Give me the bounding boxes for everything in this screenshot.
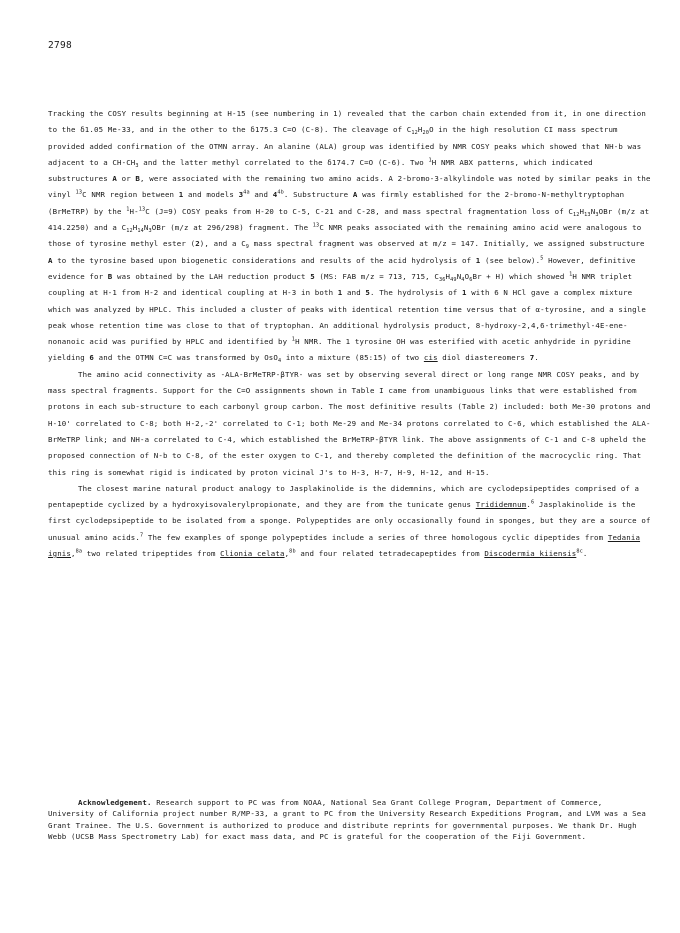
- bold-text: 1: [178, 190, 184, 200]
- superscript: 8b: [289, 548, 296, 555]
- text-run: O in the high resolution CI mass spectrum provided added confirmation of the OTMN array. An alanine (ALA) group was identified by NMR COSY peaks which showed that NH-b was adjacent to a CH-CH: [48, 125, 642, 167]
- superscript: 1: [291, 336, 296, 343]
- subscript: 13: [584, 211, 591, 218]
- bold-text: 3: [238, 190, 244, 200]
- superscript: 13: [312, 222, 320, 229]
- text-run: The few examples of sponge polypeptides include a series of three homologous cyclic dipeptides from: [143, 532, 608, 542]
- text-run: Research support to PC was from NOAA, National Sea Grant College Program, Department of Commerce, University of California project number R/MP-33, a grant to PC from the University Research Expeditions Program, and LVM was a Sea Grant Trainee. The U.S. Government is authorized to produce and distribute reprints for governmental purposes. We thank Dr. Hugh Webb (UCSB Mass Spectrometry Lab) for exact mass data, and PC is grateful for the cooperation of the Fiji Government.: [48, 798, 646, 841]
- text-run: C NMR peaks associated with the remaining amino acid were analogous to those of tyrosine methyl ester (: [48, 223, 642, 249]
- subscript: 12: [573, 211, 580, 218]
- underlined-text: Clionia celata: [220, 549, 285, 559]
- bold-text: 2: [195, 239, 200, 249]
- subscript: 4: [461, 276, 465, 283]
- text-run: .: [526, 500, 531, 510]
- text-run: H NMR triplet coupling at H-1 from H-2 and identical coupling at H-3 in both: [48, 271, 633, 298]
- subscript: 4: [278, 358, 282, 365]
- text-run: ,: [284, 549, 290, 559]
- text-run: and four related tetradecapeptides from: [295, 549, 485, 559]
- article-body: [48, 106, 652, 562]
- superscript: 6: [530, 499, 535, 506]
- superscript: 8a: [75, 548, 83, 555]
- text-run: to the tyrosine based upon biogenetic considerations and results of the acid hydrolysis of: [52, 255, 476, 265]
- text-run: The closest marine natural product analogy to Jasplakinolide is the didemnins, which are cyclodepsipeptides comprised of a pentapeptide cyclized by a hydroxyisovalerylpropionate, and they are from the tunicate genus: [48, 483, 640, 510]
- bold-text: 5: [365, 288, 370, 298]
- bold-text: 5: [310, 271, 315, 281]
- text-run: was obtained by the LAH reduction product: [112, 271, 311, 281]
- subscript: 36: [438, 276, 446, 283]
- text-run: or: [117, 174, 136, 184]
- bold-text: A: [48, 255, 53, 265]
- text-run: .: [534, 353, 539, 363]
- text-run: , were associated with the remaining two amino acids. A 2-bromo-3-alkylindole was noted by similar peaks in the vinyl: [48, 174, 651, 200]
- paragraph-amino-acid-connectivity: [48, 367, 652, 481]
- superscript: 8c: [576, 548, 583, 555]
- text-run: Tracking the COSY results beginning at H-15 (see numbering in 1) revealed that the carbon chain extended from it, in one direction to the δ1.05 Me-33, and in the other to the δ175.3 C=O (C-8). The cleavage of C: [48, 109, 646, 135]
- superscript: 13: [138, 206, 146, 213]
- subscript: 3: [148, 228, 152, 235]
- text-run: (MS: FAB m/z = 713, 715, C: [314, 271, 439, 281]
- subscript: 49: [450, 276, 457, 283]
- text-run: was firmly established for the 2-bromo-N-methyltryptophan (BrMeTRP) by the: [48, 190, 625, 216]
- text-run: two related tripeptides from: [82, 549, 221, 559]
- superscript: 4b: [277, 189, 284, 196]
- text-run: ), and a C: [199, 239, 246, 249]
- bold-text: Acknowledgement.: [78, 798, 152, 807]
- text-run: H: [417, 125, 423, 135]
- text-run: The amino acid connectivity as -ALA-BrMeTRP-βTYR- was set by observing several direct or long range NMR COSY peaks, and by mass spectral fragments. Support for the C=O assignments shown in Table I came from unambiguous links that were established from protons in each sub-structure to each carbonyl group carbon. The most definitive results (Table 2) included: both Me-30 protons and H-10' correlated to C-8; both H-2,-2' correlated to C-1; both Me-29 and Me-34 protons correlated to C-6, which established the ALA-BrMeTRP link; and NH-a correlated to C-4, which established the BrMeTRP-βTYR link. The above assignments of C-1 and C-8 upheld the proposed connection of N-b to C-8, of the ester oxygen to C-1, and thereby completed the definition of the macrocyclic ring. That this ring is somewhat rigid is indicated by proton vicinal J's to H-3, H-7, H-9, H-12, and H-15.: [48, 369, 651, 477]
- superscript: 13: [75, 189, 83, 196]
- text-run: and models: [183, 190, 239, 200]
- superscript: 1: [428, 157, 432, 164]
- text-run: H NMR. The 1 tyrosine OH was esterified with acetic anhydride in pyridine yielding: [48, 337, 631, 363]
- text-run: C NMR region between: [82, 190, 179, 200]
- text-run: N: [143, 223, 149, 233]
- subscript: 12: [126, 228, 133, 235]
- text-run: However, definitive evidence for: [48, 255, 636, 281]
- superscript: 5: [540, 255, 544, 262]
- bold-text: 1: [475, 255, 481, 265]
- subscript: 9: [245, 244, 250, 251]
- text-run: and the OTMN C=C was transformed by OsO: [94, 353, 278, 363]
- bold-text: A: [352, 190, 358, 200]
- underlined-text: Discodermia kiiensis: [484, 549, 577, 559]
- superscript: 1: [569, 271, 573, 278]
- text-run: Jasplakinolide is the first cyclodepsipeptide to be isolated from a sponge. Polypeptides are only occasionally found in sponges, but they are a source of unusual amino acids.: [48, 500, 651, 542]
- bold-text: 1: [462, 288, 467, 298]
- bold-text: B: [135, 174, 141, 184]
- superscript: 7: [140, 532, 144, 539]
- text-run: OBr (m/z at 414.2250) and a C: [48, 206, 650, 233]
- text-run: N: [590, 206, 596, 216]
- bold-text: 6: [89, 353, 95, 363]
- text-run: O: [464, 271, 470, 281]
- text-run: . The hydrolysis of: [370, 288, 462, 298]
- text-run: mass spectral fragment was observed at m/z = 147. Initially, we assigned substructure: [249, 239, 645, 249]
- text-run: .: [582, 549, 588, 559]
- text-run: H NMR ABX patterns, which indicated substructures: [48, 157, 593, 184]
- text-run: diol diastereomers: [437, 353, 530, 363]
- page-number: 2798: [48, 40, 73, 51]
- text-run: . Substructure: [283, 190, 353, 200]
- bold-text: A: [112, 174, 118, 184]
- text-run: H: [579, 206, 585, 216]
- text-run: Br + H) which showed: [472, 271, 570, 281]
- subscript: 20: [422, 130, 430, 137]
- acknowledgement-paragraph: [48, 797, 652, 842]
- bold-text: 7: [529, 353, 535, 363]
- bold-text: B: [107, 271, 113, 281]
- superscript: 4a: [243, 189, 250, 196]
- bold-text: 1: [337, 288, 343, 298]
- text-run: and the latter methyl correlated to the δ174.7 C=O (C-6). Two: [138, 157, 429, 167]
- bold-text: 4: [272, 190, 278, 200]
- superscript: 1: [126, 206, 130, 213]
- text-run: OBr (m/z at 296/298) fragment. The: [151, 223, 313, 233]
- paragraph-marine-analogy: [48, 481, 652, 562]
- subscript: 14: [137, 228, 144, 235]
- underlined-text: Tedania ignis: [48, 532, 641, 559]
- text-run: with 6 N HCl gave a complex mixture which was analyzed by HPLC. This included a cluster of peaks with identical retention time versus that of α-tyrosine, and a single peak whose retention time was close to that of tryptophan. An additional hydrolysis product, 8-hydroxy-2,4,6-trimethyl-4E-ene-nonanoic acid was purified by HPLC and identified by: [48, 288, 646, 347]
- text-run: into a mixture (85:15) of two: [281, 353, 424, 363]
- text-run: ,: [71, 549, 76, 559]
- text-run: and: [249, 190, 273, 200]
- text-run: H: [445, 271, 451, 281]
- subscript: 3: [135, 162, 139, 169]
- subscript: 12: [411, 130, 418, 137]
- text-run: and: [342, 288, 366, 298]
- text-run: (see below).: [480, 255, 541, 265]
- underlined-text: Trididemnum: [475, 500, 527, 510]
- underlined-text: cis: [423, 353, 438, 363]
- subscript: 6: [469, 276, 473, 283]
- text-run: N: [456, 271, 462, 281]
- subscript: 3: [595, 211, 599, 218]
- text-run: H: [132, 223, 138, 233]
- text-run: C (J=9) COSY peaks from H-20 to C-5, C-21 and C-28, and mass spectral fragmentation loss of C: [145, 206, 573, 216]
- text-run: H-: [129, 206, 139, 216]
- paragraph-structure-elucidation: [48, 106, 652, 367]
